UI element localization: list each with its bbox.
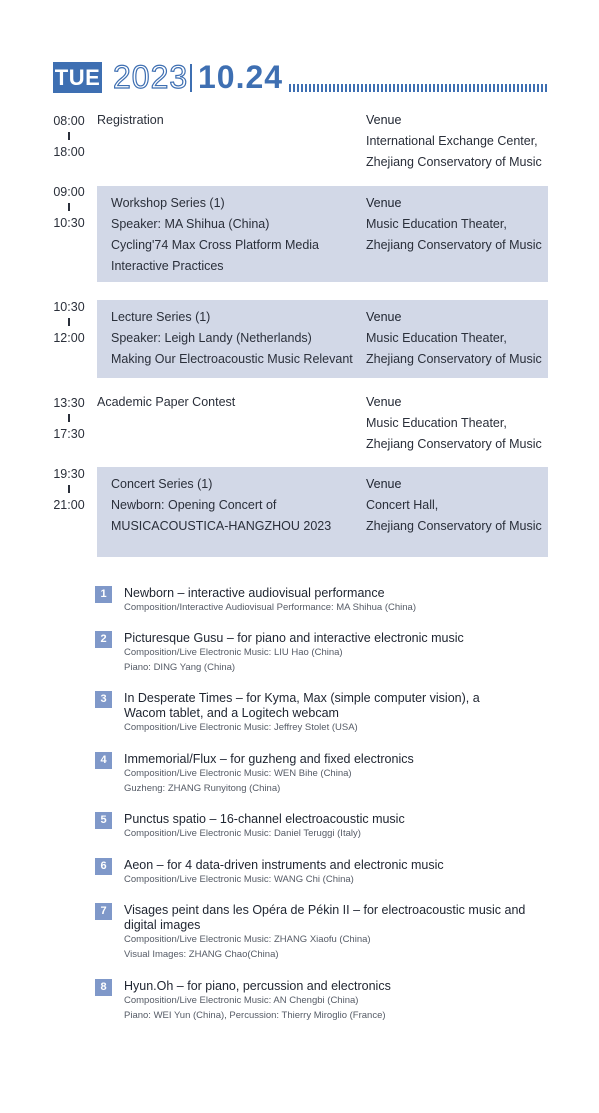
venue-line: Zhejiang Conservatory of Music <box>366 238 542 252</box>
event-series: Concert Series (1) <box>111 477 213 491</box>
day-badge: TUE <box>53 62 102 93</box>
event-title: Academic Paper Contest <box>97 395 236 409</box>
start-time: 19:30 <box>53 467 85 481</box>
event-topic: Newborn: Opening Concert of <box>111 498 277 512</box>
time-separator <box>68 203 69 211</box>
venue-line: Zhejiang Conservatory of Music <box>366 155 542 169</box>
venue-label: Venue <box>366 477 402 491</box>
piece-credit: Visual Images: ZHANG Chao(China) <box>124 949 279 960</box>
item-number-badge: 1 <box>95 586 112 603</box>
end-time: 17:30 <box>53 427 85 441</box>
venue-label: Venue <box>366 395 402 409</box>
event-speaker: Speaker: MA Shihua (China) <box>111 217 270 231</box>
time-range <box>52 396 86 441</box>
venue-line: Music Education Theater, <box>366 416 507 430</box>
piece-credit: Composition/Live Electronic Music: Daniel Teruggi (Italy) <box>124 828 361 839</box>
venue-line: International Exchange Center, <box>366 134 538 148</box>
time-range <box>52 185 86 230</box>
piece-credit: Composition/Live Electronic Music: ZHANG Xiaofu (China) <box>124 934 371 945</box>
piece-credit: Composition/Live Electronic Music: Jeffrey Stolet (USA) <box>124 722 358 733</box>
end-time: 12:00 <box>53 331 85 345</box>
event-series: Workshop Series (1) <box>111 196 225 210</box>
start-time: 09:00 <box>53 185 85 199</box>
venue-line: Music Education Theater, <box>366 217 507 231</box>
end-time: 18:00 <box>53 145 85 159</box>
piece-title: Picturesque Gusu – for piano and interactive electronic music <box>124 631 464 645</box>
piece-title: Immemorial/Flux – for guzheng and fixed electronics <box>124 752 414 766</box>
piece-title: Hyun.Oh – for piano, percussion and electronics <box>124 979 391 993</box>
event-series: Lecture Series (1) <box>111 310 211 324</box>
piece-credit: Composition/Live Electronic Music: WANG Chi (China) <box>124 874 354 885</box>
end-time: 10:30 <box>53 216 85 230</box>
piece-title: Punctus spatio – 16-channel electroacoustic music <box>124 812 405 826</box>
event-topic: Cycling'74 Max Cross Platform Media <box>111 238 320 252</box>
time-separator <box>68 485 69 493</box>
date-label: 10.24 <box>198 59 284 95</box>
piece-credit: Composition/Interactive Audiovisual Performance: MA Shihua (China) <box>124 602 417 613</box>
time-range <box>52 467 86 512</box>
end-time: 21:00 <box>53 498 85 512</box>
header-divider <box>190 64 192 92</box>
piece-credit: Guzheng: ZHANG Runyitong (China) <box>124 783 281 794</box>
venue-label: Venue <box>366 113 402 127</box>
item-number-badge: 6 <box>95 858 112 875</box>
event-topic: MUSICACOUSTICA-HANGZHOU 2023 <box>111 519 332 533</box>
time-separator <box>68 318 69 326</box>
dashed-rule <box>289 84 548 92</box>
piece-title: Visages peint dans les Opéra de Pékin II – for electroacoustic music and digital images <box>124 903 526 932</box>
item-number-badge: 4 <box>95 752 112 769</box>
venue-line: Zhejiang Conservatory of Music <box>366 437 542 451</box>
venue-line: Zhejiang Conservatory of Music <box>366 519 542 533</box>
piece-credit: Composition/Live Electronic Music: WEN Bihe (China) <box>124 768 352 779</box>
year-label: 2023 <box>113 59 189 95</box>
item-number-badge: 8 <box>95 979 112 996</box>
venue-line: Music Education Theater, <box>366 331 507 345</box>
venue-line: Zhejiang Conservatory of Music <box>366 352 542 366</box>
event-topic: Interactive Practices <box>111 259 224 273</box>
piece-credit: Composition/Live Electronic Music: LIU Hao (China) <box>124 647 343 658</box>
date-header <box>53 59 548 95</box>
piece-title: Newborn – interactive audiovisual performance <box>124 586 385 600</box>
item-number-badge: 2 <box>95 631 112 648</box>
item-number-badge: 7 <box>95 903 112 920</box>
start-time: 13:30 <box>53 396 85 410</box>
item-number-badge: 3 <box>95 691 112 708</box>
start-time: 08:00 <box>53 114 85 128</box>
venue-line: Concert Hall, <box>366 498 439 512</box>
venue-label: Venue <box>366 310 402 324</box>
time-separator <box>68 132 69 140</box>
time-separator <box>68 414 69 422</box>
time-range <box>52 114 86 159</box>
piece-credit: Composition/Live Electronic Music: AN Chengbi (China) <box>124 995 359 1006</box>
time-range <box>52 300 86 345</box>
event-title: Registration <box>97 113 164 127</box>
piece-title: Aeon – for 4 data-driven instruments and electronic music <box>124 858 444 872</box>
start-time: 10:30 <box>53 300 85 314</box>
piece-title: In Desperate Times – for Kyma, Max (simple computer vision), a Wacom tablet, and a Logitech webcam <box>124 691 480 720</box>
event-speaker: Speaker: Leigh Landy (Netherlands) <box>111 331 312 345</box>
event-topic: Making Our Electroacoustic Music Relevant <box>111 352 353 366</box>
piece-credit: Piano: WEI Yun (China), Percussion: Thierry Miroglio (France) <box>124 1010 386 1021</box>
venue-label: Venue <box>366 196 402 210</box>
piece-credit: Piano: DING Yang (China) <box>124 662 236 673</box>
item-number-badge: 5 <box>95 812 112 829</box>
